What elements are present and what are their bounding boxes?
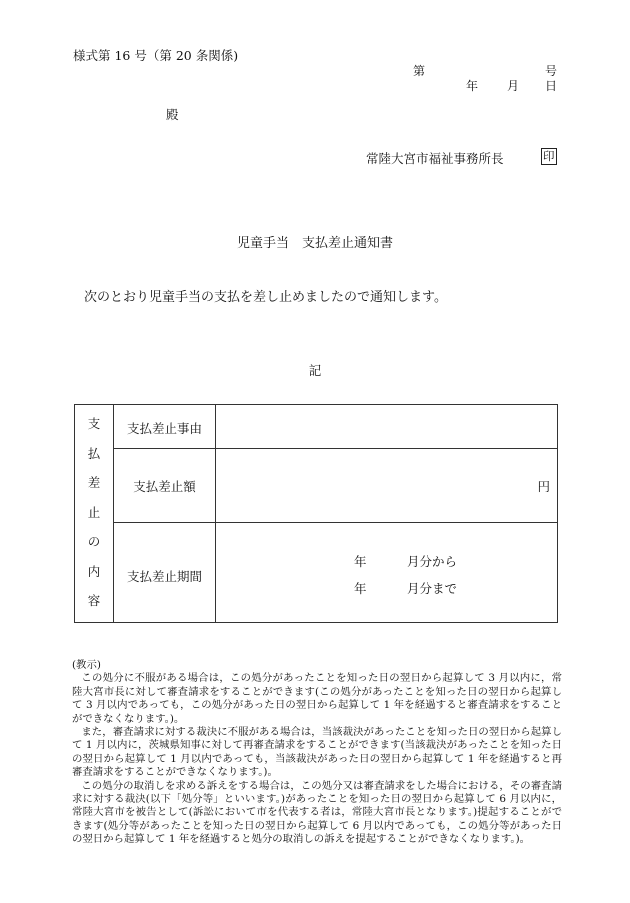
ki-heading: 記 bbox=[308, 363, 322, 378]
period-from-year: 年 bbox=[354, 554, 367, 569]
appeal-instructions bbox=[72, 659, 562, 847]
lead-text: 次のとおり児童手当の支払を差し止めましたので通知します。 bbox=[84, 290, 447, 305]
table-divider bbox=[113, 405, 114, 622]
side-header-char: 差 bbox=[87, 475, 101, 490]
side-header bbox=[75, 415, 113, 622]
period-to-month: 月分まで bbox=[407, 581, 458, 596]
period-label: 支払差止期間 bbox=[126, 569, 202, 584]
seal-mark: 印 bbox=[543, 149, 555, 163]
date-day: 日 bbox=[545, 79, 558, 93]
period-to-year: 年 bbox=[354, 581, 367, 596]
date-month: 月 bbox=[507, 79, 520, 93]
side-header-char: 容 bbox=[87, 593, 101, 608]
document-number-suffix: 号 bbox=[545, 64, 558, 78]
date-year: 年 bbox=[466, 79, 479, 93]
notes-heading: (教示) bbox=[72, 659, 101, 671]
side-header-char: 支 bbox=[87, 416, 101, 431]
side-header-char: 止 bbox=[87, 504, 101, 520]
side-header-char: の bbox=[87, 534, 101, 549]
suspension-details-table bbox=[74, 404, 558, 623]
table-divider bbox=[113, 522, 557, 523]
side-header-char: 内 bbox=[87, 563, 101, 579]
table-divider bbox=[215, 405, 216, 622]
document-number-prefix: 第 bbox=[413, 64, 426, 78]
notes-paragraph: この処分の取消しを求める訴えをする場合は，この処分又は審査請求をした場合における，その審査請求に対する裁決(以下「処分等」といいます。)があったことを知った日の翌日から起算して 6 月以内に，常陸大宮市を被告として(訴訟において市を代表する者は，常陸大宮市長となります。)提起することができます(処分等があったことを知った日の翌日から起算して 6 月以内であっても，この処分等があった日の翌日から起算して 1 年を経過すると処分の取消しの訴えを提起することができなくなります。)。 bbox=[72, 779, 562, 846]
notes-paragraph: この処分に不服がある場合は，この処分があったことを知った日の翌日から起算して 3 月以内に，常陸大宮市長に対して審査請求をすることができます(この処分があったことを知った日の翌日から起算して 3 月以内であっても，この処分があった日の翌日から起算して 1 年を経過すると審査請求をすることができなくなります。)。 bbox=[72, 672, 562, 725]
notes-paragraph: また，審査請求に対する裁決に不服がある場合は，当該裁決があったことを知った日の翌日から起算して 1 月以内に，茨城県知事に対して再審査請求をすることができます(当該裁決があったことを知った日の翌日から起算して 1 月以内であっても，当該裁決があった日の翌日から起算して 1 年を経過すると再審査請求をすることができなくなります。)。 bbox=[72, 726, 562, 779]
form-number: 様式第 16 号（第 20 条関係) bbox=[73, 48, 239, 63]
table-divider bbox=[113, 448, 557, 449]
issuer-name: 常陸大宮市福祉事務所長 bbox=[366, 151, 504, 166]
amount-unit: 円 bbox=[537, 479, 550, 494]
addressee-suffix: 殿 bbox=[166, 107, 179, 122]
amount-label: 支払差止額 bbox=[133, 479, 196, 494]
reason-label: 支払差止事由 bbox=[126, 421, 202, 436]
side-header-char: 払 bbox=[87, 445, 101, 461]
document-title: 児童手当 支払差止通知書 bbox=[236, 236, 393, 251]
period-from-month: 月分から bbox=[407, 554, 458, 569]
